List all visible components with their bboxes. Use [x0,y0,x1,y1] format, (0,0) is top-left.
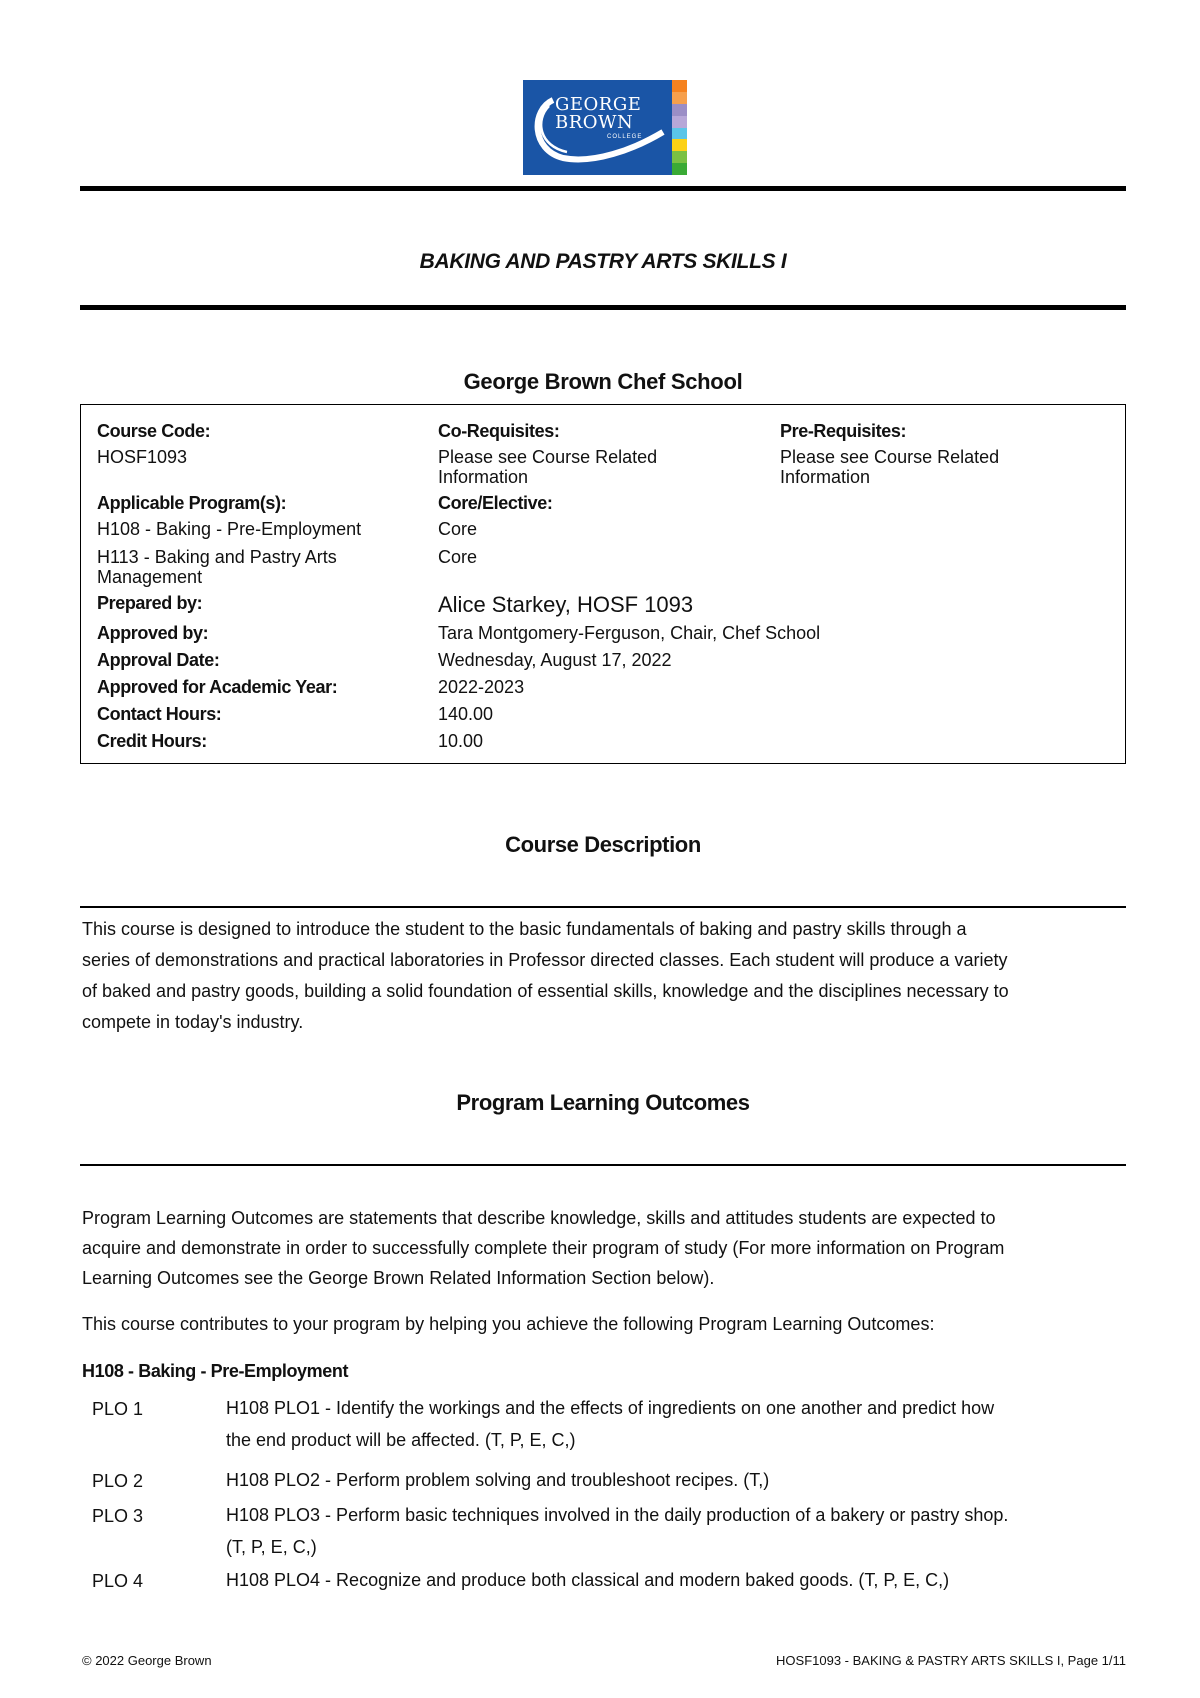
prepared-by-label: Prepared by: [97,593,203,613]
description-rule [80,906,1126,908]
approved-by-label: Approved by: [97,623,209,643]
footer-page-info: HOSF1093 - BAKING & PASTRY ARTS SKILLS I, Page 1/11 [776,1653,1126,1668]
plo-heading: Program Learning Outcomes [456,1090,750,1115]
program-2-line1: H113 - Baking and Pastry Arts [97,547,337,567]
plo-2-text: H108 PLO2 - Perform problem solving and troubleshoot recipes. (T,) [226,1470,770,1490]
course-description-text: This course is designed to introduce the student to the basic fundamentals of baking and pastry skills through a series of demonstrations and practical laboratories in Professor directed classes. Each student will produce a variety of baked and pastry goods, building a solid foundation of essential skills, knowledge and the disciplines necessary to compete in today's industry. [82,919,1009,1032]
plo-3-text: H108 PLO3 - Perform basic techniques involved in the daily production of a bakery or pastry shop. (T, P, E, C,) [226,1505,1009,1557]
logo-color-strips [672,80,687,175]
plo-2-number: PLO 2 [92,1471,144,1491]
coreq-value-line2: Information [438,467,529,487]
program-2-type: Core [438,547,478,567]
course-code-label: Course Code: [97,421,211,441]
top-rule [80,186,1126,191]
logo-college-text: COLLEGE [607,134,643,140]
program-2-line2: Management [97,567,203,587]
plo-contribution: This course contributes to your program by helping you achieve the following Program Learning Outcomes: [82,1314,935,1334]
academic-year-label: Approved for Academic Year: [97,677,338,697]
contact-hours-label: Contact Hours: [97,704,222,724]
academic-year-value: 2022-2023 [438,677,525,697]
approval-date-value: Wednesday, August 17, 2022 [438,650,672,670]
plo-1-text: H108 PLO1 - Identify the workings and the effects of ingredients on one another and predict how the end product will be affected. (T, P, E, C,) [226,1398,995,1450]
program-1-type: Core [438,519,478,539]
coreq-value-line1: Please see Course Related [438,447,658,467]
credit-hours-label: Credit Hours: [97,731,207,751]
course-info-box [80,404,1126,764]
course-description-heading: Course Description [505,832,701,857]
program-1: H108 - Baking - Pre-Employment [97,519,362,539]
core-elective-label: Core/Elective: [438,493,553,513]
document-title: BAKING AND PASTRY ARTS SKILLS I [419,250,787,273]
contact-hours-value: 140.00 [438,704,494,724]
credit-hours-value: 10.00 [438,731,484,751]
approval-date-label: Approval Date: [97,650,220,670]
prepared-by-value: Alice Starkey, HOSF 1093 [438,592,694,617]
plo-3-number: PLO 3 [92,1506,144,1526]
plo-program-heading: H108 - Baking - Pre-Employment [82,1361,349,1381]
title-rule [80,305,1126,310]
plo-4-text: H108 PLO4 - Recognize and produce both classical and modern baked goods. (T, P, E, C,) [226,1570,950,1590]
course-code-value: HOSF1093 [97,447,188,467]
plo-intro: Program Learning Outcomes are statements that describe knowledge, skills and attitudes students are expected to acquire and demonstrate in order to successfully complete their program of study (For more information on Program Learning Outcomes see the George Brown Related Information Section below). [82,1208,1005,1288]
prereq-value-line1: Please see Course Related [780,447,1000,467]
prereq-label: Pre-Requisites: [780,421,907,441]
plo-4-number: PLO 4 [92,1571,144,1591]
approved-by-value: Tara Montgomery-Ferguson, Chair, Chef School [438,623,821,643]
programs-label: Applicable Program(s): [97,493,287,513]
school-name: George Brown Chef School [463,369,743,394]
prereq-value-line2: Information [780,467,871,487]
footer-copyright: © 2022 George Brown [82,1653,212,1668]
plo-1-number: PLO 1 [92,1399,144,1419]
logo-wordmark: GEORGE BROWN [555,94,642,133]
plo-rule [80,1164,1126,1166]
george-brown-logo [523,80,687,175]
coreq-label: Co-Requisites: [438,421,560,441]
